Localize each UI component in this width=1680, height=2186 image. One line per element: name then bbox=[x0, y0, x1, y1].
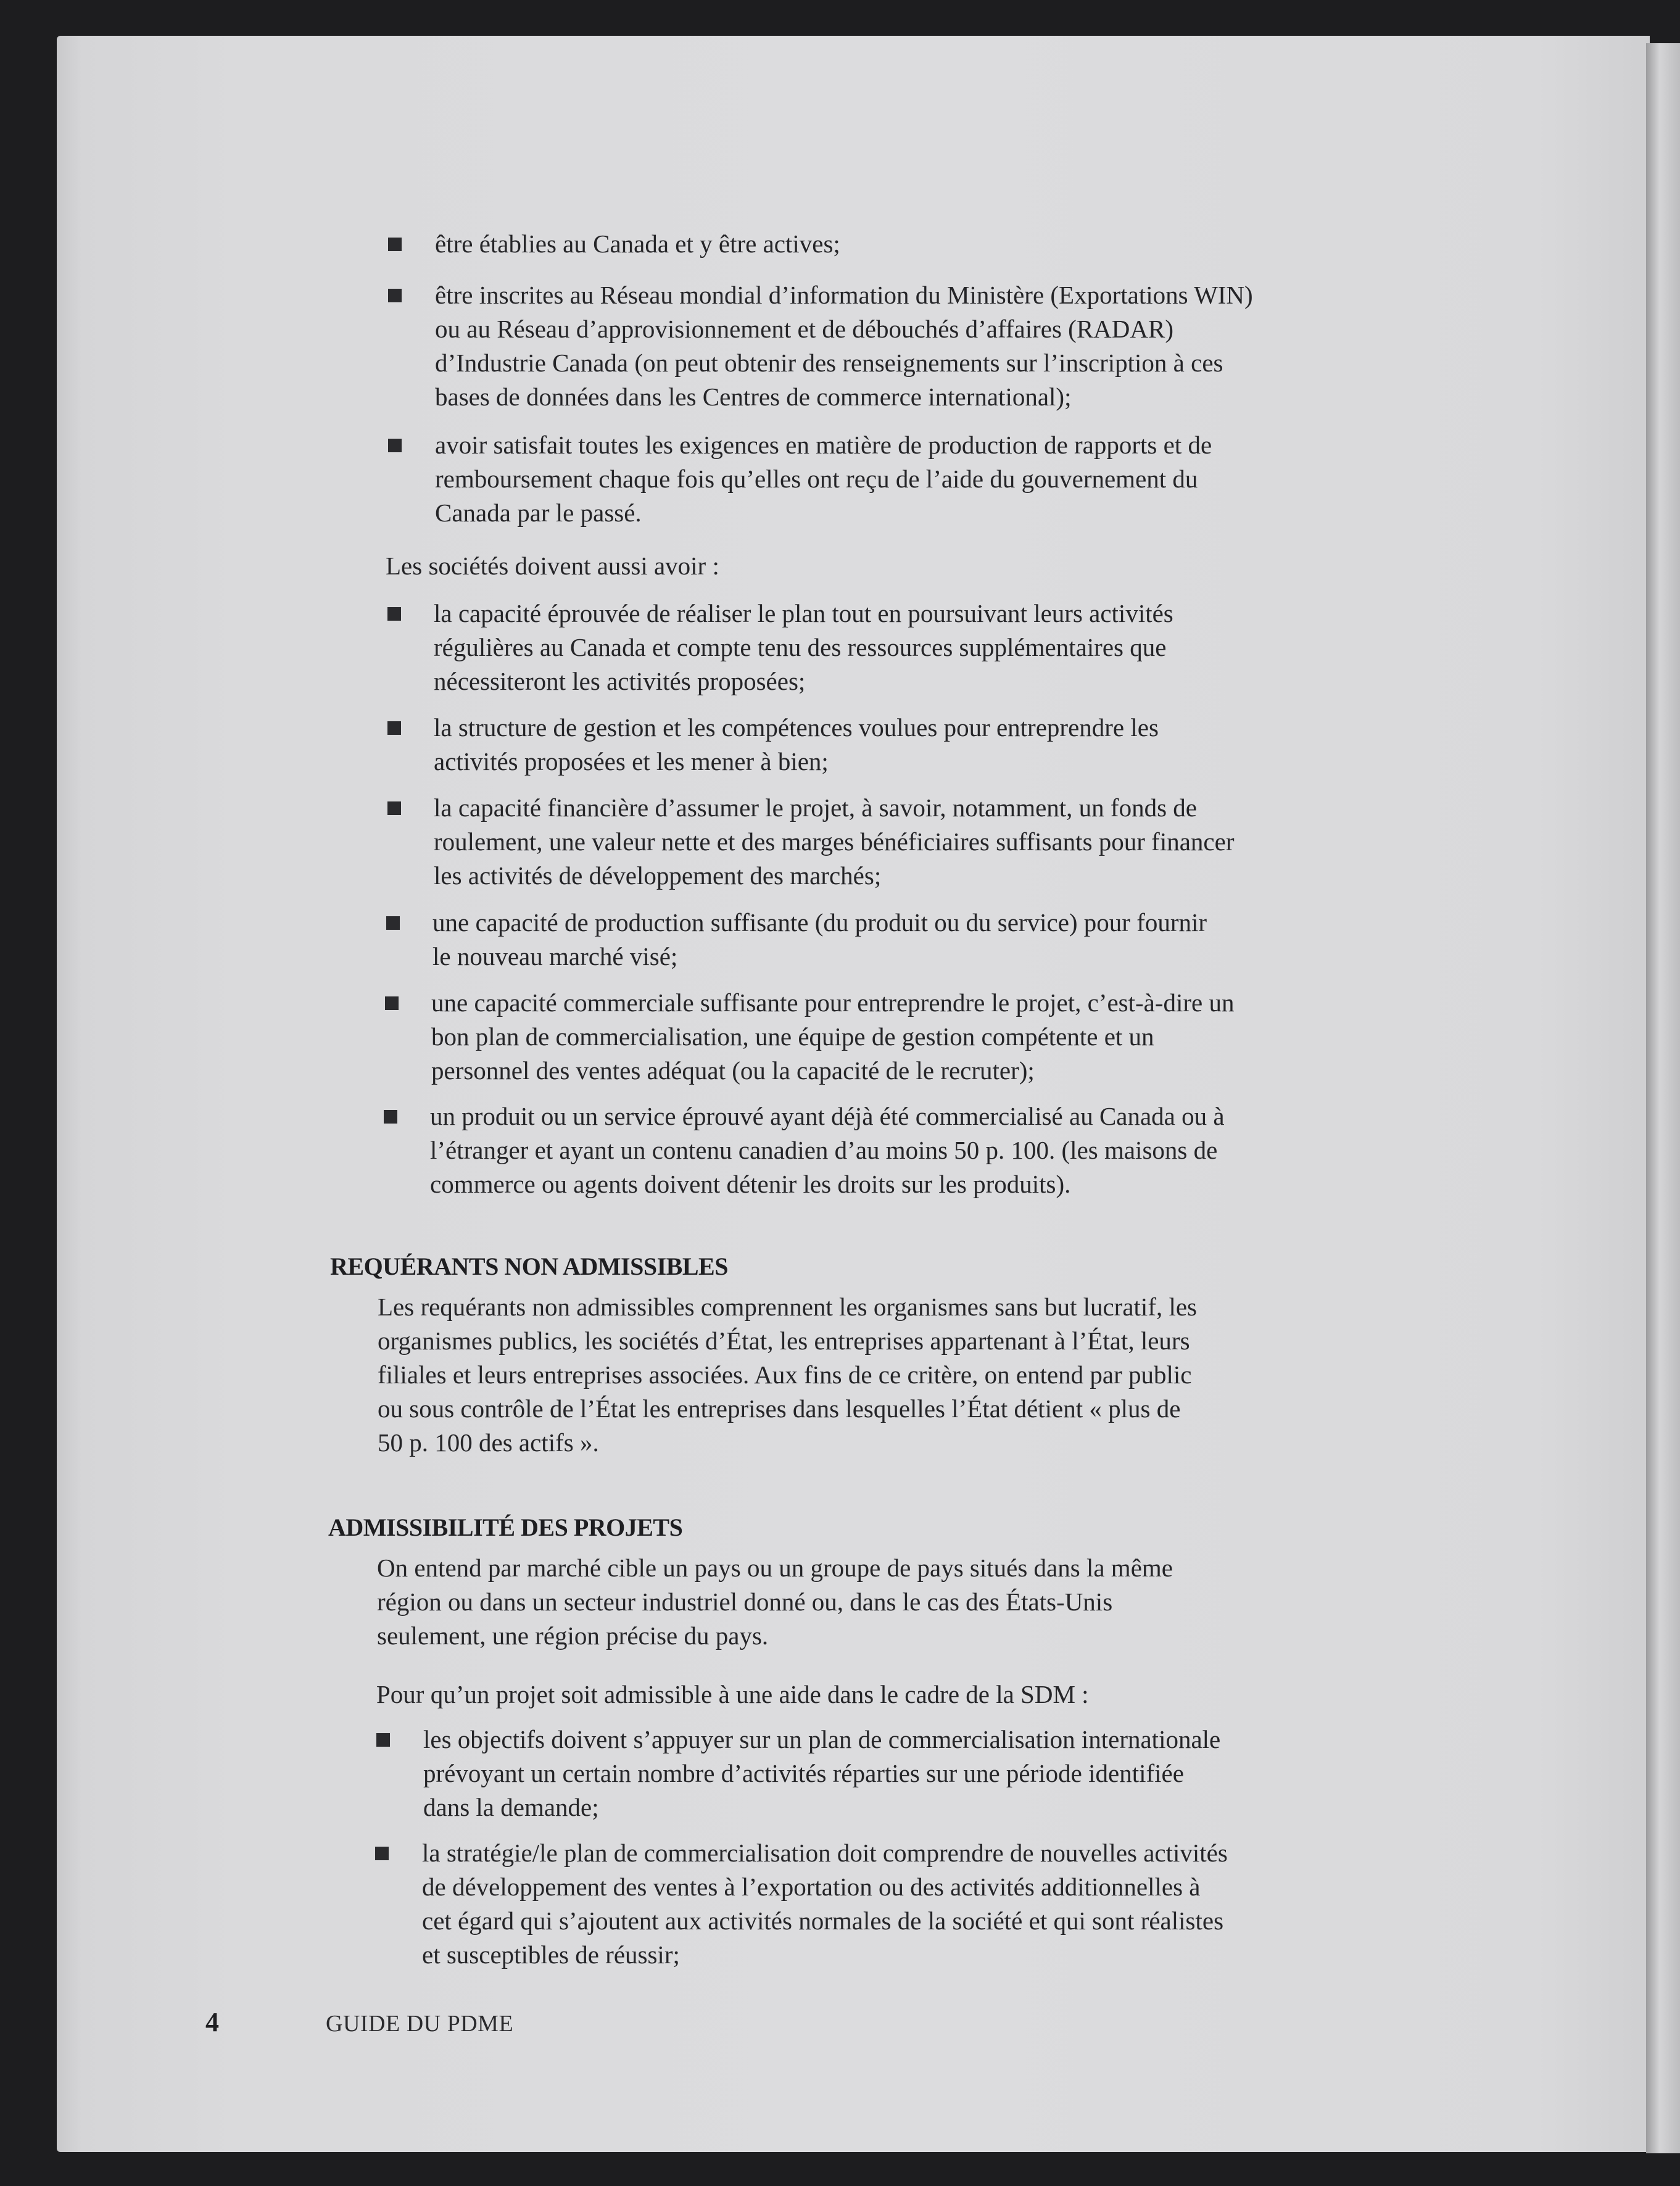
footer-title: GUIDE DU PDME bbox=[326, 2011, 514, 2037]
list-item-line: ou au Réseau d’approvisionnement et de débouchés d’affaires (RADAR) bbox=[435, 315, 1173, 343]
list-item-line: et susceptibles de réussir; bbox=[422, 1940, 680, 1969]
list-item bbox=[423, 1723, 1423, 1824]
square-bullet-icon bbox=[386, 916, 400, 930]
list-item-line: nécessiteront les activités proposées; bbox=[434, 667, 806, 695]
list-item-line: le nouveau marché visé; bbox=[432, 942, 678, 971]
list-item-line: bases de données dans les Centres de commerce international); bbox=[435, 383, 1072, 411]
list-item-line: les activités de développement des marchés; bbox=[434, 861, 882, 890]
list-item bbox=[434, 711, 1433, 779]
list-item-line: activités proposées et les mener à bien; bbox=[434, 747, 829, 776]
list-item bbox=[422, 1836, 1421, 1972]
paragraph-line: filiales et leurs entreprises associées. Aux fins de ce critère, on entend par public bbox=[378, 1360, 1192, 1389]
paragraph-line: organismes publics, les sociétés d’État, les entreprises appartenant à l’État, leurs bbox=[378, 1327, 1190, 1355]
list-item-line: une capacité de production suffisante (du produit ou du service) pour fournir bbox=[432, 908, 1207, 937]
paragraph-line: ou sous contrôle de l’État les entreprises dans lesquelles l’État détient « plus de bbox=[378, 1394, 1181, 1423]
list-item-line: avoir satisfait toutes les exigences en matière de production de rapports et de bbox=[435, 431, 1212, 459]
list-item bbox=[434, 597, 1433, 698]
square-bullet-icon bbox=[384, 1110, 397, 1124]
paragraph-line: On entend par marché cible un pays ou un groupe de pays situés dans la même bbox=[377, 1554, 1173, 1582]
list-item-line: être inscrites au Réseau mondial d’information du Ministère (Exportations WIN) bbox=[435, 281, 1253, 309]
square-bullet-icon bbox=[388, 238, 402, 251]
list-item-line: la stratégie/le plan de commercialisation doit comprendre de nouvelles activités bbox=[422, 1839, 1228, 1867]
list-item-line: roulement, une valeur nette et des marges bénéficiaires suffisants pour financer bbox=[434, 827, 1235, 856]
paragraph-line: région ou dans un secteur industriel donné ou, dans le cas des États-Unis bbox=[377, 1588, 1113, 1616]
list-item-line: d’Industrie Canada (on peut obtenir des renseignements sur l’inscription à ces bbox=[435, 349, 1223, 377]
list-item bbox=[435, 428, 1434, 530]
list-item-line: l’étranger et ayant un contenu canadien d’au moins 50 p. 100. (les maisons de bbox=[430, 1136, 1218, 1164]
square-bullet-icon bbox=[376, 1733, 390, 1747]
paragraph-line: seulement, une région précise du pays. bbox=[377, 1621, 769, 1650]
square-bullet-icon bbox=[387, 721, 401, 735]
list-item-line: personnel des ventes adéquat (ou la capacité de le recruter); bbox=[431, 1056, 1035, 1085]
list-item-line: les objectifs doivent s’appuyer sur un plan de commercialisation internationale bbox=[423, 1725, 1221, 1753]
list-item-line: une capacité commerciale suffisante pour entreprendre le projet, c’est-à-dire un bbox=[431, 988, 1235, 1017]
list-item-line: cet égard qui s’ajoutent aux activités normales de la société et qui sont réalistes bbox=[422, 1907, 1224, 1935]
square-bullet-icon bbox=[385, 996, 399, 1010]
list-item-line: la capacité financière d’assumer le projet, à savoir, notamment, un fonds de bbox=[434, 793, 1197, 822]
intro-paragraph: Les sociétés doivent aussi avoir : bbox=[386, 552, 719, 580]
square-bullet-icon bbox=[387, 607, 401, 621]
square-bullet-icon bbox=[388, 289, 402, 302]
square-bullet-icon bbox=[387, 801, 401, 815]
list-item-line: être établies au Canada et y être actives; bbox=[435, 230, 840, 258]
list-item-line: commerce ou agents doivent détenir les droits sur les produits). bbox=[430, 1170, 1071, 1198]
list-item-line: dans la demande; bbox=[423, 1793, 599, 1821]
paragraph-line: 50 p. 100 des actifs ». bbox=[378, 1428, 599, 1457]
list-item-line: bon plan de commercialisation, une équipe de gestion compétente et un bbox=[431, 1022, 1154, 1051]
list-item-line: régulières au Canada et compte tenu des ressources supplémentaires que bbox=[434, 633, 1167, 661]
list-item-line: un produit ou un service éprouvé ayant déjà été commercialisé au Canada ou à bbox=[430, 1102, 1225, 1130]
section-paragraph bbox=[377, 1551, 1389, 1653]
list-item-line: la structure de gestion et les compétences voulues pour entreprendre les bbox=[434, 713, 1159, 742]
list-item-line: de développement des ventes à l’exportation ou des activités additionnelles à bbox=[422, 1873, 1201, 1901]
list-item bbox=[430, 1099, 1430, 1201]
list-item bbox=[432, 906, 1432, 974]
list-item bbox=[435, 227, 1434, 261]
section-paragraph bbox=[378, 1290, 1389, 1460]
list-item bbox=[435, 278, 1434, 414]
section-heading: REQUÉRANTS NON ADMISSIBLES bbox=[330, 1252, 728, 1280]
list-item-line: la capacité éprouvée de réaliser le plan tout en poursuivant leurs activités bbox=[434, 599, 1173, 627]
square-bullet-icon bbox=[375, 1847, 389, 1860]
list-item-line: remboursement chaque fois qu’elles ont reçu de l’aide du gouvernement du bbox=[435, 465, 1198, 493]
list-item-line: prévoyant un certain nombre d’activités réparties sur une période identifiée bbox=[423, 1759, 1184, 1787]
section-heading: ADMISSIBILITÉ DES PROJETS bbox=[328, 1513, 683, 1541]
list-item bbox=[434, 791, 1433, 893]
paragraph-line: Les requérants non admissibles comprennent les organismes sans but lucratif, les bbox=[378, 1293, 1198, 1321]
list-item-line: Canada par le passé. bbox=[435, 499, 642, 527]
section-paragraph: Pour qu’un projet soit admissible à une aide dans le cadre de la SDM : bbox=[376, 1680, 1089, 1708]
page-number: 4 bbox=[205, 2007, 219, 2037]
list-item bbox=[431, 986, 1431, 1088]
square-bullet-icon bbox=[388, 439, 402, 452]
